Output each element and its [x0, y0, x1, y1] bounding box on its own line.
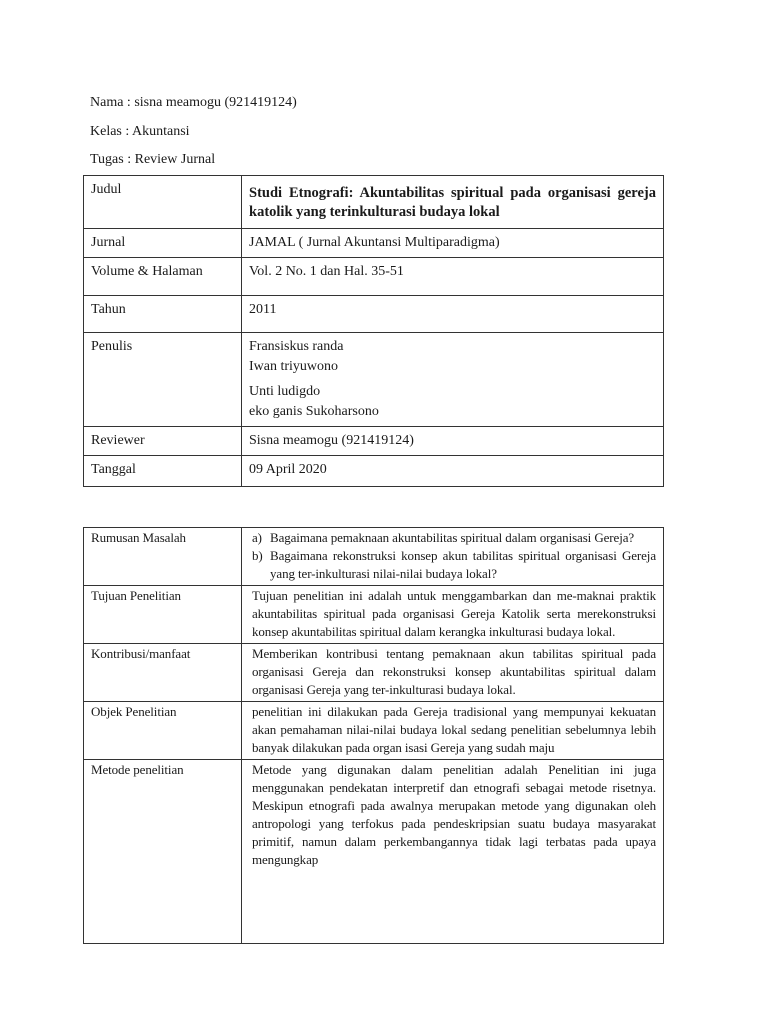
- penulis-value: [242, 333, 664, 427]
- penulis-1: Fransiskus randa: [249, 339, 344, 354]
- review-table: [83, 527, 664, 944]
- row-penulis: [84, 333, 664, 427]
- row-judul: [84, 176, 664, 229]
- judul-value: Studi Etnografi: Akuntabilitas spiritual pada organisasi gereja katolik yang terinkulturasi budaya lokal: [242, 176, 664, 229]
- tanggal-value: 09 April 2020: [242, 456, 664, 487]
- rumusan-mark-a: a): [252, 530, 262, 545]
- row-tahun: [84, 296, 664, 333]
- rumusan-text-b: Bagaimana rekonstruksi konsep akun tabilitas spiritual organisasi Gereja yang ter-inkulturasi nilai-nilai budaya lokal?: [270, 548, 656, 581]
- metode-value: Metode yang digunakan dalam penelitian adalah Penelitian ini juga menggunakan pendekatan interpretif dan etnografi sebagai metode risetnya. Meskipun etnografi pada awalnya merupakan metode yang digunakan oleh antropologi yang terfokus pada pendeskripsian suatu budaya masyarakat primitif, namun dalam perkembangannya tidak lagi terbatas pada upaya mengungkap: [252, 762, 656, 867]
- tujuan-value: Tujuan penelitian ini adalah untuk menggambarkan dan me-maknai praktik akuntabilitas spiritual pada organisasi Gereja Katolik serta merekonstruksi konsep akuntabilitas spiritual dalam kerangka inkulturasi budaya lokal.: [242, 586, 664, 644]
- rumusan-label: Rumusan Masalah: [84, 528, 242, 586]
- row-metode: [84, 760, 664, 944]
- reviewer-label: Reviewer: [84, 427, 242, 456]
- row-reviewer: [84, 427, 664, 456]
- kontribusi-label: Kontribusi/manfaat: [84, 644, 242, 702]
- penulis-3: Unti ludigdo: [249, 384, 321, 399]
- rumusan-text-a: Bagaimana pemaknaan akuntabilitas spiritual dalam organisasi Gereja?: [270, 530, 635, 545]
- row-tanggal: [84, 456, 664, 487]
- reviewer-value: Sisna meamogu (921419124): [242, 427, 664, 456]
- tahun-value: 2011: [242, 296, 664, 333]
- volume-value: Vol. 2 No. 1 dan Hal. 35-51: [242, 258, 664, 296]
- volume-label: Volume & Halaman: [84, 258, 242, 296]
- penulis-label: Penulis: [84, 333, 242, 427]
- rumusan-item-b: [252, 547, 656, 583]
- header-tugas: Tugas : Review Jurnal: [90, 152, 216, 167]
- row-kontribusi: [84, 644, 664, 702]
- jurnal-label: Jurnal: [84, 229, 242, 258]
- header-nama: Nama : sisna meamogu (921419124): [90, 95, 297, 110]
- penulis-2: Iwan triyuwono: [249, 359, 339, 374]
- tahun-label: Tahun: [84, 296, 242, 333]
- judul-label: Judul: [84, 176, 242, 229]
- rumusan-value: [242, 528, 664, 586]
- metode-label: Metode penelitian: [84, 760, 242, 944]
- kontribusi-value: Memberikan kontribusi tentang pemaknaan akun tabilitas spiritual pada organisasi Gereja dan rekonstruksi konsep akuntabilitas spiritual dalam organisasi Gereja yang ter-inkulturasi budaya lokal.: [242, 644, 664, 702]
- objek-value: penelitian ini dilakukan pada Gereja tradisional yang mempunyai kekuatan akan pemahaman nilai-nilai budaya lokal sedang penelitian sebelumnya lebih banyak dilakukan pada organ isasi Gereja yang sudah maju: [242, 702, 664, 760]
- row-volume: [84, 258, 664, 296]
- header-kelas: Kelas : Akuntansi: [90, 124, 190, 139]
- row-jurnal: [84, 229, 664, 258]
- row-objek: [84, 702, 664, 760]
- metode-cell: [242, 760, 664, 944]
- tanggal-label: Tanggal: [84, 456, 242, 487]
- jurnal-value: JAMAL ( Jurnal Akuntansi Multiparadigma): [242, 229, 664, 258]
- row-rumusan: [84, 528, 664, 586]
- row-tujuan: [84, 586, 664, 644]
- penulis-4: eko ganis Sukoharsono: [249, 404, 379, 419]
- journal-info-table: [83, 175, 664, 487]
- rumusan-item-a: [252, 529, 656, 547]
- objek-label: Objek Penelitian: [84, 702, 242, 760]
- tujuan-label: Tujuan Penelitian: [84, 586, 242, 644]
- rumusan-mark-b: b): [252, 548, 263, 563]
